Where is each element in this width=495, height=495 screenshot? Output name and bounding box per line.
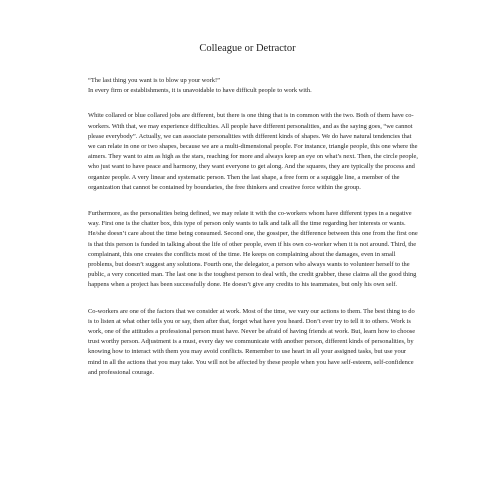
document-body <box>88 76 420 378</box>
body-paragraph: White collared or blue collared jobs are different, but there is one thing that is in common with the two. Both of them have co-workers. With that, we may experience difficulties. All people have different personalities, and as the saying goes, “we cannot please everybody”. Actually, we can associate personalities with different kinds of shapes. We do have natural tendencies that we can relate in one or two shapes, because we are a multi-dimensional people. For instance, triangle people, this one where the aimers. They want to aim as high as the stars, reaching for more and always keep an eye on what’s next. Then, the circle people, who just want to have peace and harmony, they want everyone to get along. And the squares, they are typically the process and organize people. A very linear and systematic person. Then the last shape, a free form or a squiggle line, a member of the organization that cannot be contained by boundaries, the free thinkers and creative force within the group. <box>88 112 418 191</box>
intro-paragraph: In every firm or establishments, it is unavoidable to have difficult people to work with. <box>88 87 312 95</box>
opening-quote: “The last thing you want is to blow up your work!” <box>88 77 220 84</box>
body-paragraph: Furthermore, as the personalities being defined, we may relate it with the co-workers whom have different types in a negative way. First one is the chatter box, this type of person only wants to talk and talk all the time regarding her interests or wants. He/she doesn’t care about the time being consumed. Second one, the gossiper, the difference between this one from the first one is that this person is funded in talking about the life of other people, even if his own co-worker when it is not around. Third, the complainant, this one creates the conflicts most of the time. He keeps on complaining about the damages, even in small problems, but doesn’t suggest any solutions. Fourth one, the delegator, a person who always wants to volunteer herself to the public, a very conceited man. The last one is the toughest person to deal with, the credit grabber, these claims all the good thing happens when a project has been successfully done. He doesn’t give any credits to his teammates, but only his own self. <box>88 210 418 289</box>
body-paragraph: Co-workers are one of the factors that we consider at work. Most of the time, we vary our actions to them. The best thing to do is to listen at what other tells you or say, then after that, forget what have you heard. Don’t ever try to tell it to others. Work is work, one of the attitudes a professional person must have. Never be afraid of having friends at work. But, learn how to choose trust worthy person. Adjustment is a must, every day we communicate with another person, different kinds of personalities, by knowing how to interact with them you may avoid conflicts. Remember to use heart in all your assigned tasks, but use your mind in all the actions that you may take. You will not be affected by these people when you have self-esteem, self-confidence and professional courage. <box>88 307 416 376</box>
document-title: Colleague or Detractor <box>199 43 296 54</box>
